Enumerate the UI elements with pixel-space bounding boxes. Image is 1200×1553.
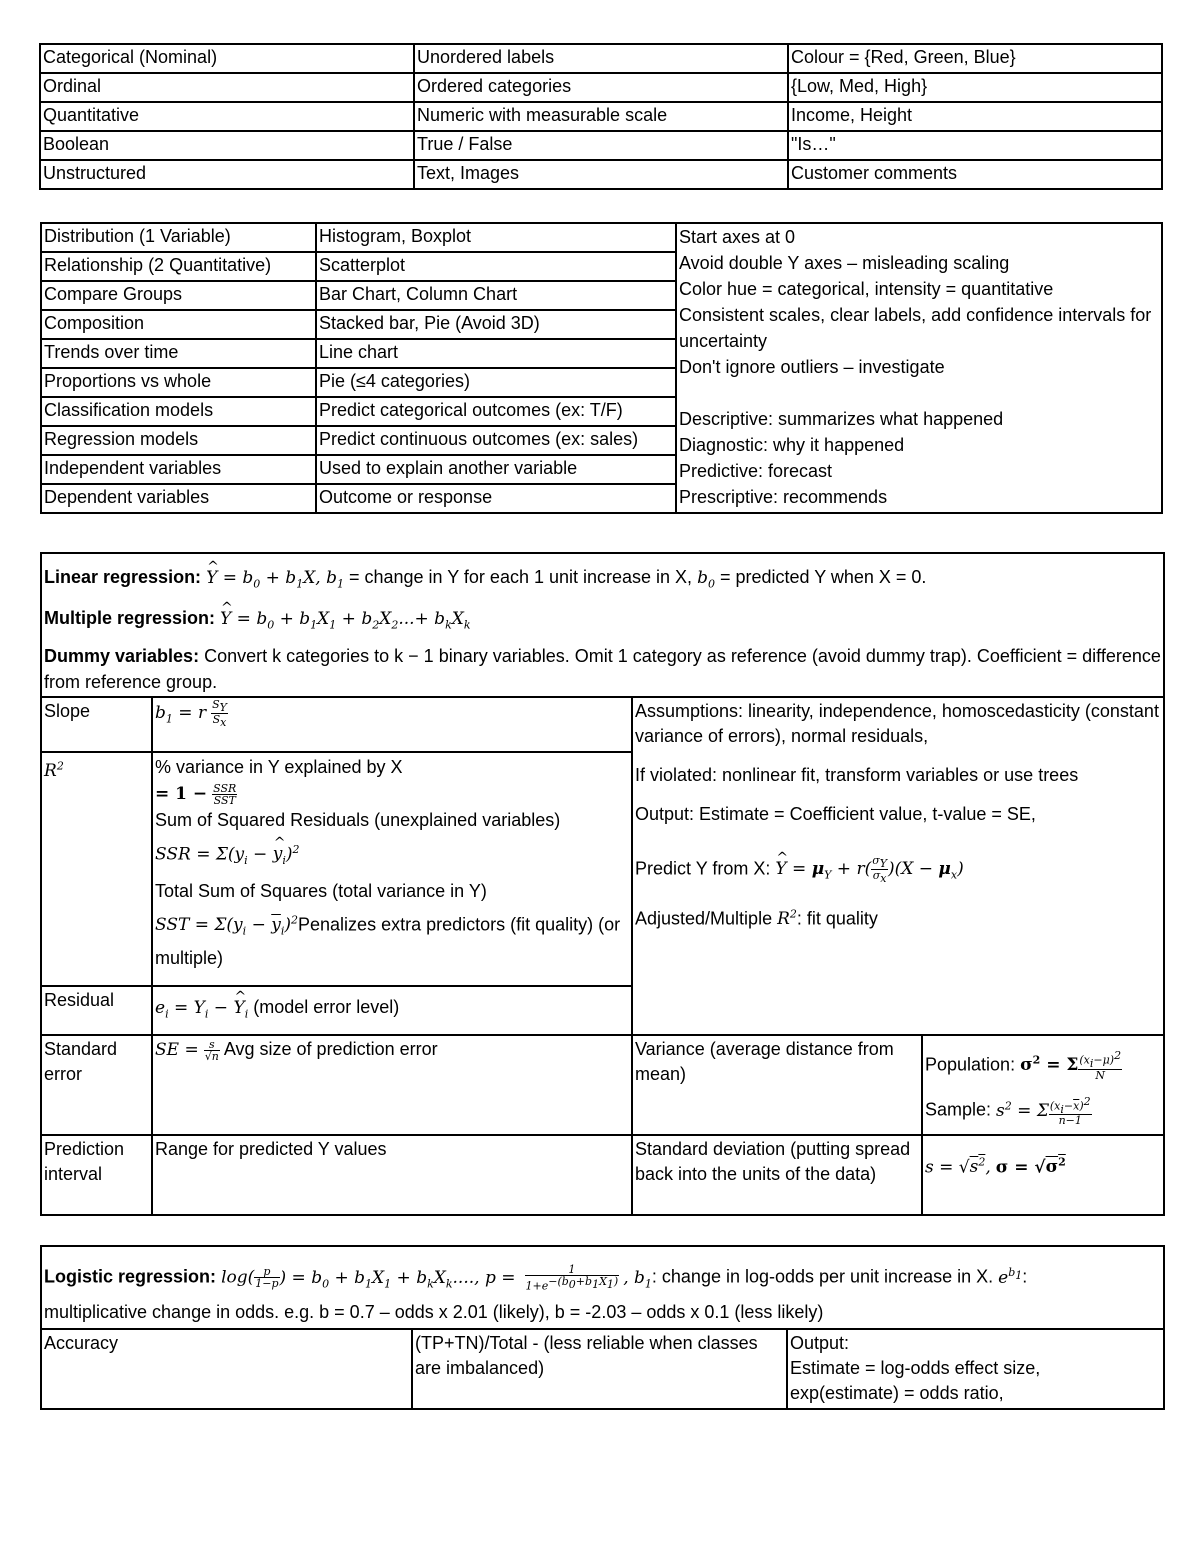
population-line: Population: $\sigma^2 = \Sigma$ $\frac{(x_i-\mu)^2}{N}$ xyxy=(925,1049,1122,1083)
chart-goal: Distribution (1 Variable) xyxy=(41,223,316,252)
adjusted-label: Adjusted/Multiple xyxy=(635,908,778,929)
data-types-table xyxy=(39,43,1163,190)
ssr-desc: Sum of Squared Residuals (unexplained variables) xyxy=(155,809,561,830)
variance-cell xyxy=(922,1035,1164,1135)
data-type-description: True / False xyxy=(414,131,788,160)
chart-goal: Composition xyxy=(41,310,316,339)
data-type-type: Unstructured xyxy=(40,160,414,189)
sd-label: Standard deviation (putting spread back into the units of the data) xyxy=(632,1135,922,1215)
residual-text: (model error level) xyxy=(248,996,400,1017)
sample-label: Sample: xyxy=(925,1099,997,1120)
logistic-table xyxy=(40,1245,1165,1410)
chart-goal: Compare Groups xyxy=(41,281,316,310)
accuracy-label: Accuracy xyxy=(41,1329,412,1409)
sd-cell: $s = √s^2$, $\sigma = √\sigma^2$ xyxy=(922,1135,1164,1215)
data-type-example: Colour = {Red, Green, Blue} xyxy=(788,44,1162,73)
residual-label: Residual xyxy=(41,986,152,1035)
data-type-row xyxy=(40,160,1162,189)
dummy-variables-text: Convert k categories to k − 1 binary variables. Omit 1 category as reference (avoid dummy trap). Coefficient = difference from reference group. xyxy=(44,645,1161,692)
chart-chart: Pie (≤4 categories) xyxy=(316,368,676,397)
data-type-type: Categorical (Nominal) xyxy=(40,44,414,73)
analytics-type: Diagnostic: why it happened xyxy=(679,435,905,455)
pi-text: Range for predicted Y values xyxy=(152,1135,632,1215)
se-cell: SE = $\frac{s}{√n}$ Avg size of prediction error xyxy=(152,1035,632,1135)
data-type-description: Ordered categories xyxy=(414,73,788,102)
chart-chart: Outcome or response xyxy=(316,484,676,513)
logistic-output xyxy=(787,1329,1164,1409)
analytics-type: Predictive: forecast xyxy=(679,461,833,481)
output-text: Output: Estimate = Coefficient value, t-value = SE, xyxy=(635,803,1036,824)
ssr-formula: SSR = $\Sigma(y_i$ − ^ $y_i)^2$ xyxy=(155,837,629,874)
logistic-text2: : xyxy=(1022,1266,1028,1287)
logistic-label: Logistic regression: xyxy=(44,1266,217,1287)
chart-chart: Predict categorical outcomes (ex: T/F) xyxy=(316,397,676,426)
data-type-type: Boolean xyxy=(40,131,414,160)
sample-line: Sample: $s^2 = \Sigma$ $\frac{(x_i-\overline{x})^2}{n-1}$ xyxy=(925,1094,1091,1128)
logistic-header xyxy=(41,1246,1164,1329)
assumptions-text: Assumptions: linearity, independence, homoscedasticity (constant variance of errors), normal residuals, xyxy=(635,700,1159,746)
logistic-output-exp: exp(estimate) = odds ratio, xyxy=(790,1383,1004,1403)
data-type-example: Customer comments xyxy=(788,160,1162,189)
chart-goal: Independent variables xyxy=(41,455,316,484)
chart-chart: Scatterplot xyxy=(316,252,676,281)
regression-header xyxy=(41,553,1164,697)
slope-formula: $b_1 = r$ $\frac{S_Y}{S_x}$ xyxy=(152,697,632,752)
linear-regression-line xyxy=(44,564,1161,597)
chart-goal: Relationship (2 Quantitative) xyxy=(41,252,316,281)
multiple-formula: ^ $Y = b_0 + b_1X_1 + b_2X_2...+ b_kX_k$ xyxy=(220,609,470,629)
data-type-example: Income, Height xyxy=(788,102,1162,131)
data-type-example: "Is…" xyxy=(788,131,1162,160)
data-type-type: Ordinal xyxy=(40,73,414,102)
chart-row xyxy=(41,223,1162,252)
b0-symbol: $b_0$ xyxy=(697,568,715,591)
chart-chart: Predict continuous outcomes (ex: sales) xyxy=(316,426,676,455)
chart-goal: Proportions vs whole xyxy=(41,368,316,397)
data-type-row xyxy=(40,44,1162,73)
se-text: Avg size of prediction error xyxy=(219,1038,438,1059)
adjusted-line: Adjusted/Multiple $R^2$: fit quality xyxy=(635,907,878,930)
chart-chart: Bar Chart, Column Chart xyxy=(316,281,676,310)
data-type-row xyxy=(40,131,1162,160)
linear-text: = change in Y for each 1 unit increase in X, xyxy=(343,567,698,587)
sst-line: SST = $\Sigma(y_i$ − $\overline{y}_i)^2Penalizes$ extra predictors (fit quality) (or multiple) xyxy=(155,913,621,968)
chart-tip: Avoid double Y axes – misleading scaling xyxy=(679,253,1010,273)
r2-cell xyxy=(152,752,632,986)
violated-text: If violated: nonlinear fit, transform variables or use trees xyxy=(635,764,1079,785)
chart-chart: Stacked bar, Pie (Avoid 3D) xyxy=(316,310,676,339)
chart-goal: Dependent variables xyxy=(41,484,316,513)
predict-label: Predict Y from X: xyxy=(635,858,776,879)
slope-label: Slope xyxy=(41,697,152,752)
r2-label: $R^2$ xyxy=(41,752,152,986)
sst-tail: Penalizes extra predictors (fit quality) (or multiple) xyxy=(155,914,621,968)
population-label: Population: xyxy=(925,1054,1021,1075)
analytics-type: Prescriptive: recommends xyxy=(679,487,888,507)
data-type-type: Quantitative xyxy=(40,102,414,131)
se-label: Standard error xyxy=(41,1035,152,1135)
multiple-regression-line xyxy=(44,605,1161,638)
regression-table xyxy=(40,552,1165,1216)
predict-line: Predict Y from X: ^ $Y = \mu_Y + r$( $\frac{\sigma_Y}{\sigma_x}$ )$(X - \mu_x)$ xyxy=(635,855,1161,888)
chart-tip: Consistent scales, clear labels, add confidence intervals for uncertainty xyxy=(679,305,1152,351)
dummy-variables-label: Dummy variables: xyxy=(44,645,200,666)
logistic-line: Logistic regression: log( $\frac{p}{1-p}$ ) = $b_0 + b_1X_1 + b_kX_k$...., p = $\frac{1}{1+e^{-(b_0+b_1X_1)}}$ , $b_1$: change in log-odds per unit increase in X. $e^{b_1}$: xyxy=(44,1263,1028,1293)
chart-goal: Regression models xyxy=(41,426,316,455)
logistic-text3: multiplicative change in odds. e.g. b = 0.7 – odds x 2.01 (likely), b = -2.03 – odds x 0.1 (less likely) xyxy=(44,1302,824,1323)
linear-formula: ^ $Y = b_0 + b_1X$, $b_1$ xyxy=(206,568,344,588)
chart-chart: Used to explain another variable xyxy=(316,455,676,484)
adjusted-tail: : fit quality xyxy=(796,908,878,929)
chart-tips-cell xyxy=(676,223,1162,513)
data-type-description: Unordered labels xyxy=(414,44,788,73)
regression-notes xyxy=(632,697,1164,1035)
accuracy-formula: (TP+TN)/Total - (less reliable when classes are imbalanced) xyxy=(412,1329,787,1409)
pi-label: Prediction interval xyxy=(41,1135,152,1215)
linear-text2: = predicted Y when X = 0. xyxy=(714,567,927,587)
variance-label: Variance (average distance from mean) xyxy=(632,1035,922,1135)
chart-types-table xyxy=(40,222,1163,514)
r2-formula: = 1 − $\frac{\text{SSR}}{\text{SST}}$ xyxy=(155,781,237,807)
logistic-output-estimate: Estimate = log-odds effect size, xyxy=(790,1358,1041,1378)
chart-goal: Classification models xyxy=(41,397,316,426)
linear-regression-label: Linear regression: xyxy=(44,567,202,587)
data-type-row xyxy=(40,73,1162,102)
logistic-output-label: Output: xyxy=(790,1333,850,1353)
chart-chart: Histogram, Boxplot xyxy=(316,223,676,252)
data-type-row xyxy=(40,102,1162,131)
chart-goal: Trends over time xyxy=(41,339,316,368)
chart-tip: Don't ignore outliers – investigate xyxy=(679,357,945,377)
data-type-description: Numeric with measurable scale xyxy=(414,102,788,131)
multiple-regression-label: Multiple regression: xyxy=(44,608,216,629)
dummy-variables-line xyxy=(44,643,1161,695)
sst-desc: Total Sum of Squares (total variance in Y) xyxy=(155,880,487,901)
chart-tip: Start axes at 0 xyxy=(679,227,796,247)
r2-desc: % variance in Y explained by X xyxy=(155,756,403,777)
chart-tip: Color hue = categorical, intensity = quantitative xyxy=(679,279,1054,299)
analytics-type: Descriptive: summarizes what happened xyxy=(679,409,1004,429)
data-type-example: {Low, Med, High} xyxy=(788,73,1162,102)
data-type-description: Text, Images xyxy=(414,160,788,189)
chart-chart: Line chart xyxy=(316,339,676,368)
residual-cell: $e_i = Y_i$ − ^ $Y_i$ (model error level) xyxy=(152,986,632,1035)
logistic-text1: : change in log-odds per unit increase in X. xyxy=(651,1266,999,1287)
